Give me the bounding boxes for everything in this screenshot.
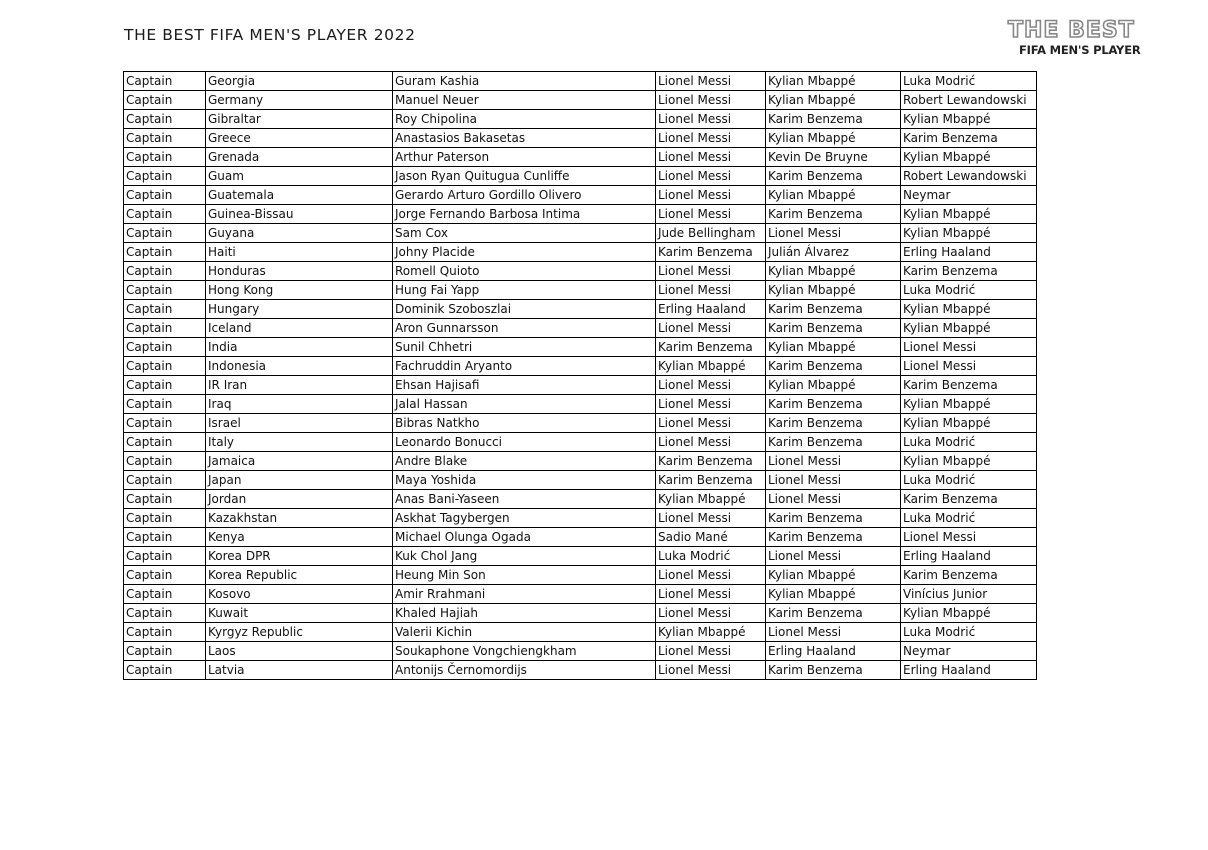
logo-subtitle: FIFA MEN'S PLAYER [1019, 43, 1141, 57]
first-place-cell: Lionel Messi [656, 110, 766, 129]
third-place-cell: Robert Lewandowski [901, 91, 1037, 110]
table-row [124, 167, 1037, 186]
table-row [124, 338, 1037, 357]
first-place-cell: Lionel Messi [656, 91, 766, 110]
table-row [124, 661, 1037, 680]
country-cell: India [206, 338, 393, 357]
third-place-cell: Karim Benzema [901, 566, 1037, 585]
third-place-cell: Karim Benzema [901, 129, 1037, 148]
table-row [124, 547, 1037, 566]
third-place-cell: Kylian Mbappé [901, 414, 1037, 433]
third-place-cell: Neymar [901, 186, 1037, 205]
second-place-cell: Lionel Messi [766, 471, 901, 490]
second-place-cell: Kylian Mbappé [766, 72, 901, 91]
third-place-cell: Karim Benzema [901, 490, 1037, 509]
third-place-cell: Kylian Mbappé [901, 452, 1037, 471]
country-cell: Honduras [206, 262, 393, 281]
first-place-cell: Lionel Messi [656, 604, 766, 623]
third-place-cell: Luka Modrić [901, 623, 1037, 642]
third-place-cell: Luka Modrić [901, 281, 1037, 300]
second-place-cell: Julián Álvarez [766, 243, 901, 262]
country-cell: Grenada [206, 148, 393, 167]
table-row [124, 357, 1037, 376]
voter-cell: Antonijs Černomordijs [393, 661, 656, 680]
table-row [124, 490, 1037, 509]
first-place-cell: Lionel Messi [656, 414, 766, 433]
third-place-cell: Luka Modrić [901, 509, 1037, 528]
country-cell: Georgia [206, 72, 393, 91]
first-place-cell: Karim Benzema [656, 471, 766, 490]
country-cell: Korea DPR [206, 547, 393, 566]
voter-cell: Jorge Fernando Barbosa Intima [393, 205, 656, 224]
first-place-cell: Lionel Messi [656, 395, 766, 414]
table-row [124, 395, 1037, 414]
third-place-cell: Kylian Mbappé [901, 604, 1037, 623]
country-cell: Gibraltar [206, 110, 393, 129]
country-cell: IR Iran [206, 376, 393, 395]
voter-cell: Leonardo Bonucci [393, 433, 656, 452]
second-place-cell: Karim Benzema [766, 661, 901, 680]
voter-cell: Arthur Paterson [393, 148, 656, 167]
role-cell: Captain [124, 319, 206, 338]
second-place-cell: Kevin De Bruyne [766, 148, 901, 167]
role-cell: Captain [124, 224, 206, 243]
second-place-cell: Kylian Mbappé [766, 376, 901, 395]
second-place-cell: Lionel Messi [766, 490, 901, 509]
first-place-cell: Kylian Mbappé [656, 490, 766, 509]
second-place-cell: Karim Benzema [766, 167, 901, 186]
voter-cell: Maya Yoshida [393, 471, 656, 490]
country-cell: Indonesia [206, 357, 393, 376]
second-place-cell: Lionel Messi [766, 547, 901, 566]
first-place-cell: Lionel Messi [656, 205, 766, 224]
table-row [124, 281, 1037, 300]
table-row [124, 623, 1037, 642]
table-row [124, 471, 1037, 490]
role-cell: Captain [124, 72, 206, 91]
voter-cell: Kuk Chol Jang [393, 547, 656, 566]
voter-cell: Bibras Natkho [393, 414, 656, 433]
second-place-cell: Lionel Messi [766, 224, 901, 243]
the-best-logo [1008, 20, 1148, 60]
third-place-cell: Kylian Mbappé [901, 148, 1037, 167]
first-place-cell: Lionel Messi [656, 262, 766, 281]
role-cell: Captain [124, 604, 206, 623]
table-row [124, 642, 1037, 661]
third-place-cell: Kylian Mbappé [901, 319, 1037, 338]
voter-cell: Guram Kashia [393, 72, 656, 91]
first-place-cell: Lionel Messi [656, 319, 766, 338]
role-cell: Captain [124, 186, 206, 205]
role-cell: Captain [124, 566, 206, 585]
table-row [124, 129, 1037, 148]
third-place-cell: Kylian Mbappé [901, 224, 1037, 243]
table-row [124, 566, 1037, 585]
country-cell: Italy [206, 433, 393, 452]
second-place-cell: Karim Benzema [766, 319, 901, 338]
third-place-cell: Erling Haaland [901, 661, 1037, 680]
second-place-cell: Kylian Mbappé [766, 186, 901, 205]
country-cell: Korea Republic [206, 566, 393, 585]
role-cell: Captain [124, 433, 206, 452]
voter-cell: Johny Placide [393, 243, 656, 262]
role-cell: Captain [124, 547, 206, 566]
table-row [124, 414, 1037, 433]
third-place-cell: Erling Haaland [901, 243, 1037, 262]
first-place-cell: Lionel Messi [656, 72, 766, 91]
voter-cell: Roy Chipolina [393, 110, 656, 129]
voter-cell: Anas Bani-Yaseen [393, 490, 656, 509]
second-place-cell: Karim Benzema [766, 604, 901, 623]
country-cell: Israel [206, 414, 393, 433]
first-place-cell: Kylian Mbappé [656, 623, 766, 642]
first-place-cell: Luka Modrić [656, 547, 766, 566]
first-place-cell: Lionel Messi [656, 433, 766, 452]
logo-wordmark: THE BEST [1008, 18, 1135, 43]
country-cell: Guinea-Bissau [206, 205, 393, 224]
table-row [124, 91, 1037, 110]
second-place-cell: Lionel Messi [766, 623, 901, 642]
role-cell: Captain [124, 243, 206, 262]
voter-cell: Askhat Tagybergen [393, 509, 656, 528]
role-cell: Captain [124, 509, 206, 528]
table-row [124, 243, 1037, 262]
role-cell: Captain [124, 471, 206, 490]
table-row [124, 224, 1037, 243]
voter-cell: Andre Blake [393, 452, 656, 471]
table-row [124, 110, 1037, 129]
first-place-cell: Lionel Messi [656, 186, 766, 205]
third-place-cell: Lionel Messi [901, 528, 1037, 547]
second-place-cell: Kylian Mbappé [766, 338, 901, 357]
third-place-cell: Kylian Mbappé [901, 205, 1037, 224]
first-place-cell: Sadio Mané [656, 528, 766, 547]
voter-cell: Sunil Chhetri [393, 338, 656, 357]
second-place-cell: Karim Benzema [766, 205, 901, 224]
first-place-cell: Karim Benzema [656, 338, 766, 357]
country-cell: Japan [206, 471, 393, 490]
role-cell: Captain [124, 262, 206, 281]
second-place-cell: Lionel Messi [766, 452, 901, 471]
country-cell: Kenya [206, 528, 393, 547]
first-place-cell: Lionel Messi [656, 376, 766, 395]
first-place-cell: Lionel Messi [656, 585, 766, 604]
first-place-cell: Lionel Messi [656, 129, 766, 148]
third-place-cell: Vinícius Junior [901, 585, 1037, 604]
voter-cell: Michael Olunga Ogada [393, 528, 656, 547]
role-cell: Captain [124, 205, 206, 224]
table-row [124, 72, 1037, 91]
role-cell: Captain [124, 395, 206, 414]
voter-cell: Amir Rrahmani [393, 585, 656, 604]
first-place-cell: Lionel Messi [656, 642, 766, 661]
country-cell: Greece [206, 129, 393, 148]
role-cell: Captain [124, 452, 206, 471]
role-cell: Captain [124, 167, 206, 186]
first-place-cell: Karim Benzema [656, 452, 766, 471]
role-cell: Captain [124, 642, 206, 661]
voter-cell: Valerii Kichin [393, 623, 656, 642]
voter-cell: Soukaphone Vongchiengkham [393, 642, 656, 661]
second-place-cell: Karim Benzema [766, 395, 901, 414]
voter-cell: Fachruddin Aryanto [393, 357, 656, 376]
second-place-cell: Kylian Mbappé [766, 262, 901, 281]
voter-cell: Sam Cox [393, 224, 656, 243]
third-place-cell: Neymar [901, 642, 1037, 661]
table-row [124, 300, 1037, 319]
third-place-cell: Luka Modrić [901, 433, 1037, 452]
third-place-cell: Kylian Mbappé [901, 110, 1037, 129]
first-place-cell: Jude Bellingham [656, 224, 766, 243]
first-place-cell: Lionel Messi [656, 148, 766, 167]
country-cell: Laos [206, 642, 393, 661]
voter-cell: Jason Ryan Quitugua Cunliffe [393, 167, 656, 186]
country-cell: Kyrgyz Republic [206, 623, 393, 642]
role-cell: Captain [124, 490, 206, 509]
first-place-cell: Lionel Messi [656, 661, 766, 680]
role-cell: Captain [124, 585, 206, 604]
table-row [124, 262, 1037, 281]
second-place-cell: Erling Haaland [766, 642, 901, 661]
country-cell: Guatemala [206, 186, 393, 205]
voter-cell: Ehsan Hajisafi [393, 376, 656, 395]
country-cell: Hungary [206, 300, 393, 319]
table-row [124, 433, 1037, 452]
third-place-cell: Luka Modrić [901, 471, 1037, 490]
voter-cell: Romell Quioto [393, 262, 656, 281]
second-place-cell: Karim Benzema [766, 433, 901, 452]
first-place-cell: Erling Haaland [656, 300, 766, 319]
role-cell: Captain [124, 110, 206, 129]
third-place-cell: Robert Lewandowski [901, 167, 1037, 186]
second-place-cell: Karim Benzema [766, 509, 901, 528]
page-title: THE BEST FIFA MEN'S PLAYER 2022 [124, 26, 416, 44]
second-place-cell: Kylian Mbappé [766, 585, 901, 604]
table-row [124, 509, 1037, 528]
country-cell: Haiti [206, 243, 393, 262]
voter-cell: Jalal Hassan [393, 395, 656, 414]
first-place-cell: Lionel Messi [656, 281, 766, 300]
voter-cell: Aron Gunnarsson [393, 319, 656, 338]
role-cell: Captain [124, 661, 206, 680]
second-place-cell: Kylian Mbappé [766, 129, 901, 148]
voter-cell: Manuel Neuer [393, 91, 656, 110]
first-place-cell: Lionel Messi [656, 566, 766, 585]
second-place-cell: Karim Benzema [766, 300, 901, 319]
table-row [124, 376, 1037, 395]
table-row [124, 148, 1037, 167]
role-cell: Captain [124, 414, 206, 433]
table-row [124, 186, 1037, 205]
table-row [124, 452, 1037, 471]
role-cell: Captain [124, 357, 206, 376]
third-place-cell: Kylian Mbappé [901, 300, 1037, 319]
first-place-cell: Kylian Mbappé [656, 357, 766, 376]
third-place-cell: Karim Benzema [901, 262, 1037, 281]
first-place-cell: Karim Benzema [656, 243, 766, 262]
role-cell: Captain [124, 91, 206, 110]
voter-cell: Khaled Hajiah [393, 604, 656, 623]
second-place-cell: Kylian Mbappé [766, 91, 901, 110]
third-place-cell: Luka Modrić [901, 72, 1037, 91]
third-place-cell: Karim Benzema [901, 376, 1037, 395]
table-row [124, 319, 1037, 338]
second-place-cell: Kylian Mbappé [766, 281, 901, 300]
voter-cell: Anastasios Bakasetas [393, 129, 656, 148]
role-cell: Captain [124, 148, 206, 167]
country-cell: Germany [206, 91, 393, 110]
role-cell: Captain [124, 623, 206, 642]
role-cell: Captain [124, 376, 206, 395]
voter-cell: Dominik Szoboszlai [393, 300, 656, 319]
table-row [124, 604, 1037, 623]
votes-table-body [124, 72, 1037, 680]
first-place-cell: Lionel Messi [656, 167, 766, 186]
votes-table [123, 71, 1037, 680]
third-place-cell: Lionel Messi [901, 338, 1037, 357]
country-cell: Jamaica [206, 452, 393, 471]
third-place-cell: Erling Haaland [901, 547, 1037, 566]
voter-cell: Heung Min Son [393, 566, 656, 585]
role-cell: Captain [124, 129, 206, 148]
second-place-cell: Karim Benzema [766, 528, 901, 547]
second-place-cell: Karim Benzema [766, 414, 901, 433]
country-cell: Guyana [206, 224, 393, 243]
second-place-cell: Kylian Mbappé [766, 566, 901, 585]
country-cell: Jordan [206, 490, 393, 509]
table-row [124, 205, 1037, 224]
country-cell: Kazakhstan [206, 509, 393, 528]
country-cell: Guam [206, 167, 393, 186]
role-cell: Captain [124, 528, 206, 547]
table-row [124, 528, 1037, 547]
role-cell: Captain [124, 300, 206, 319]
role-cell: Captain [124, 281, 206, 300]
table-row [124, 585, 1037, 604]
country-cell: Kuwait [206, 604, 393, 623]
country-cell: Kosovo [206, 585, 393, 604]
second-place-cell: Karim Benzema [766, 110, 901, 129]
second-place-cell: Karim Benzema [766, 357, 901, 376]
third-place-cell: Kylian Mbappé [901, 395, 1037, 414]
third-place-cell: Lionel Messi [901, 357, 1037, 376]
voter-cell: Hung Fai Yapp [393, 281, 656, 300]
role-cell: Captain [124, 338, 206, 357]
voter-cell: Gerardo Arturo Gordillo Olivero [393, 186, 656, 205]
country-cell: Latvia [206, 661, 393, 680]
country-cell: Hong Kong [206, 281, 393, 300]
country-cell: Iraq [206, 395, 393, 414]
country-cell: Iceland [206, 319, 393, 338]
first-place-cell: Lionel Messi [656, 509, 766, 528]
